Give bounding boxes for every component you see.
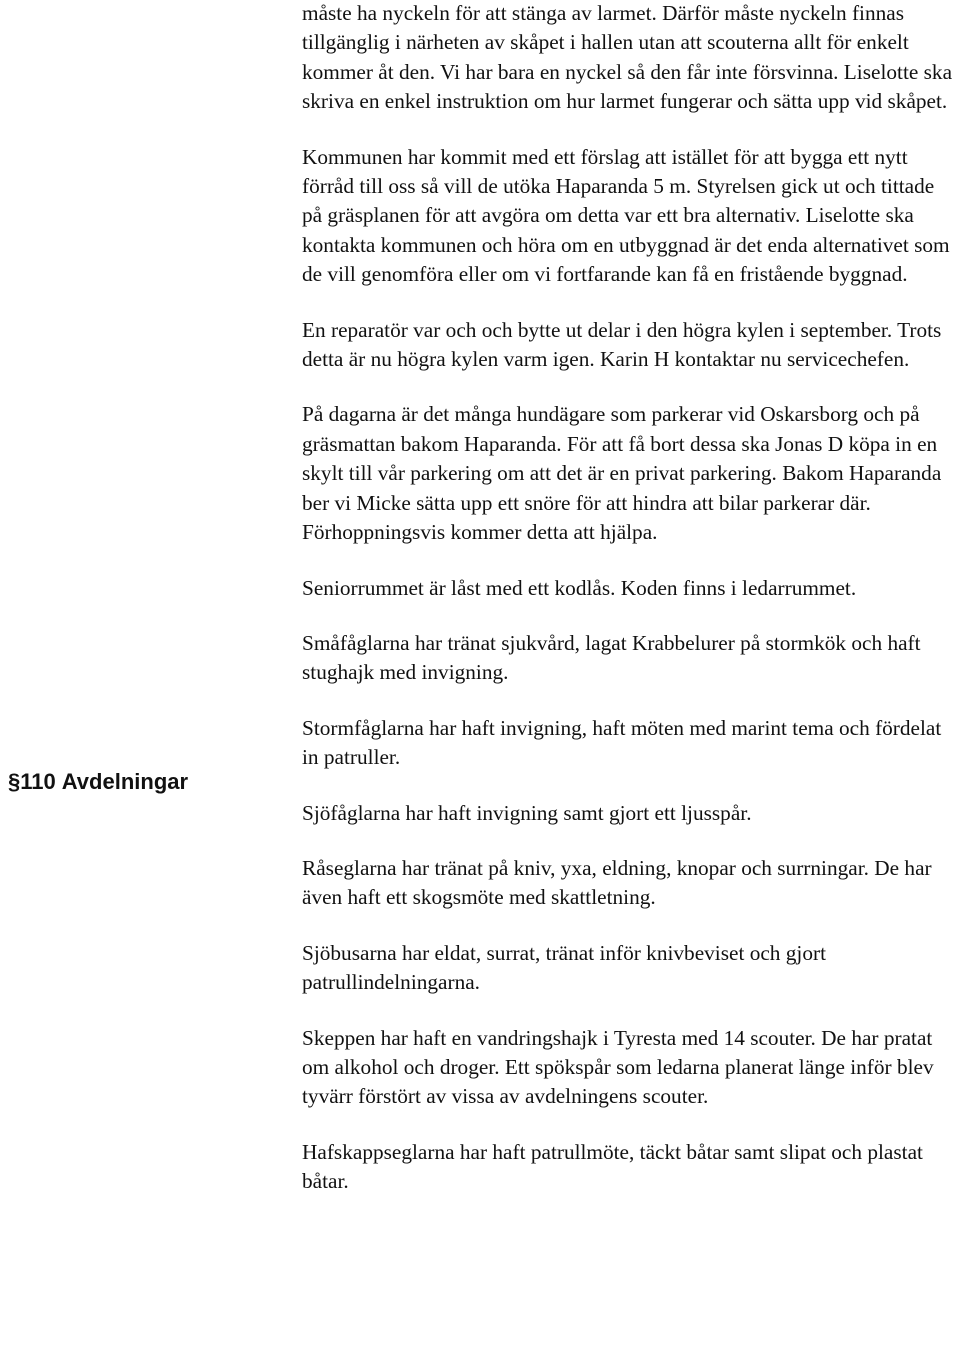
paragraph-raseglarna: Råseglarna har tränat på kniv, yxa, eldning, knopar och surrningar. De har även haft ett skogsmöte med skattletning.	[302, 855, 932, 910]
paragraph-sjofaglarna: Sjöfåglarna har haft invigning samt gjort ett ljusspår.	[302, 800, 752, 825]
paragraph-sjobusarna: Sjöbusarna har eldat, surrat, tränat inför knivbeviset och gjort patrullindelningarna.	[302, 940, 826, 995]
paragraph-smafaglarna: Småfåglarna har tränat sjukvård, lagat Krabbelurer på stormkök och haft stughajk med invigning.	[302, 630, 921, 685]
paragraph-senior-room: Seniorrummet är låst med ett kodlås. Koden finns i ledarrummet.	[302, 575, 857, 600]
section-number: §110	[8, 769, 56, 794]
paragraph-alarm-key: måste ha nyckeln för att stänga av larmet. Därför måste nyckeln finnas tillgänglig i närheten av skåpet i hallen utan att scouterna allt för enkelt kommer åt den. Vi har bara en nyckel så den får inte försvinna. Liselotte ska skriva en enkel instruktion om hur larmet fungerar och sätta upp vid skåpet.	[302, 1, 953, 114]
paragraph-parking: På dagarna är det många hundägare som parkerar vid Oskarsborg och på gräsmattan bakom Haparanda. För att få bort dessa ska Jonas D köpa in en skylt till vår parkering om att det är en privat parkering. Bakom Haparanda ber vi Micke sätta upp ett snöre för att hindra att bilar parkerar där. Förhoppningsvis kommer detta att hjälpa.	[302, 402, 942, 545]
paragraph-stormfaglarna: Stormfåglarna har haft invigning, haft möten med marint tema och fördelat in patruller.	[302, 715, 942, 770]
paragraph-storage: Kommunen har kommit med ett förslag att istället för att bygga ett nytt förråd till oss så vill de utöka Haparanda 5 m. Styrelsen gick ut och tittade på gräsplanen för att avgöra om detta var ett bra alternativ. Liselotte ska kontakta kommunen och höra om en utbyggnad är det enda alternativet som de vill genomföra eller om vi fortfarande kan få en fristående byggnad.	[302, 144, 950, 287]
paragraph-skeppen: Skeppen har haft en vandringshajk i Tyresta med 14 scouter. De har pratat om alkohol och droger. Ett spökspår som ledarna planerat länge inför blev tyvärr förstört av vissa av avdelningens scouter.	[302, 1025, 934, 1109]
section-heading	[8, 767, 188, 797]
paragraph-hafskappseglarna: Hafskappseglarna har haft patrullmöte, täckt båtar samt slipat och plastat båtar.	[302, 1139, 923, 1194]
body-column	[302, 0, 954, 1197]
paragraph-fridge: En reparatör var och och bytte ut delar i den högra kylen i september. Trots detta är nu högra kylen varm igen. Karin H kontaktar nu servicechefen.	[302, 317, 942, 372]
section-title: Avdelningar	[61, 769, 189, 794]
